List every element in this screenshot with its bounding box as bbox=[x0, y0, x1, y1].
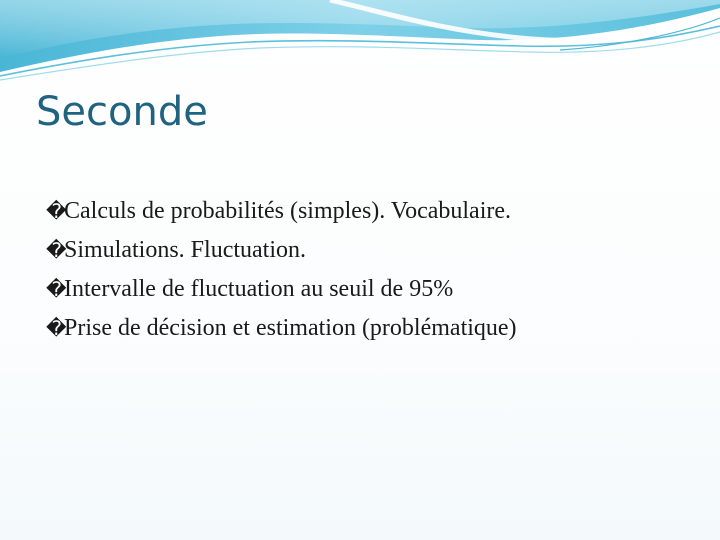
bullet-text: Calculs de probabilités (simples). Vocabulaire. bbox=[64, 198, 512, 224]
bullet-text: Prise de décision et estimation (problématique) bbox=[64, 315, 517, 341]
bullet-icon: � bbox=[46, 199, 67, 223]
bullet-icon: � bbox=[46, 238, 67, 262]
list-item bbox=[46, 192, 706, 231]
slide-title: Seconde bbox=[36, 89, 208, 135]
bullet-list bbox=[46, 192, 706, 348]
list-item bbox=[46, 270, 706, 309]
bullet-text: Intervalle de fluctuation au seuil de 95% bbox=[64, 276, 454, 302]
list-item bbox=[46, 309, 706, 348]
bullet-text: Simulations. Fluctuation. bbox=[64, 237, 307, 263]
bullet-icon: � bbox=[46, 277, 67, 301]
wave-header-decoration bbox=[0, 0, 720, 90]
bullet-icon: � bbox=[46, 316, 67, 340]
list-item bbox=[46, 231, 706, 270]
